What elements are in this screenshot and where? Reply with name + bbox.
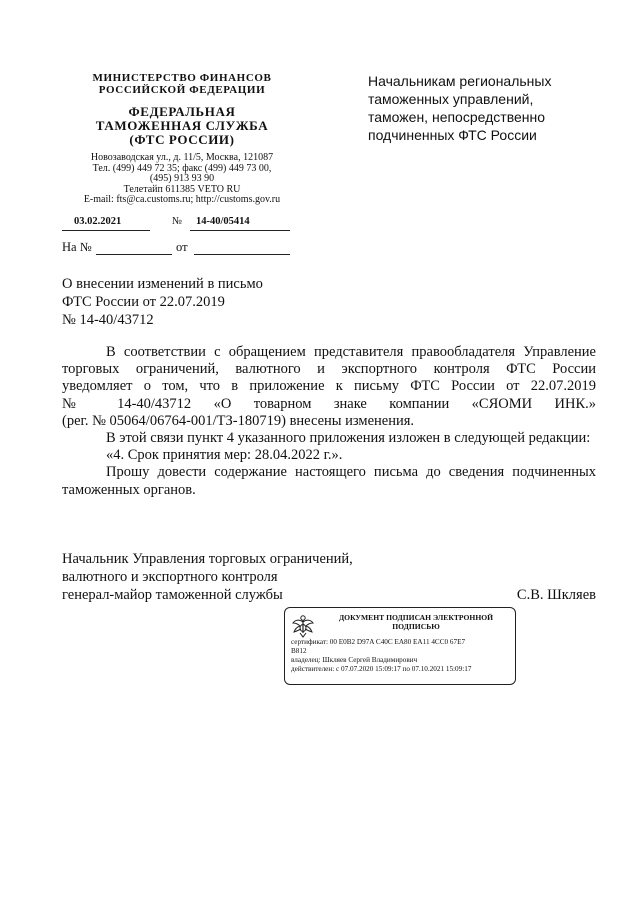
email: E-mail: fts@ca.customs.ru; http://customs.gov.ru	[83, 194, 281, 205]
signatory-title-2: валютного и экспортного контроля	[62, 569, 278, 585]
body-line: уведомляет о том, что в приложение к письму ФТС России от 22.07.2019	[62, 378, 596, 395]
body-line: № 14-40/43712 «О товарном знаке компании «СЯОМИ ИНК.»	[62, 395, 596, 412]
ministry-name	[62, 72, 302, 96]
fax-2: (495) 913 93 90	[149, 173, 215, 184]
address: Новозаводская ул., д. 11/5, Москва, 121087	[90, 152, 274, 163]
stamp-certificate-cont: B812	[291, 647, 307, 655]
service-line-2: ТАМОЖЕННАЯ СЛУЖБА	[95, 118, 269, 133]
eagle-emblem-icon	[291, 613, 315, 639]
body-line: Прошу довести содержание настоящего письма до сведения подчиненных	[106, 464, 596, 481]
ministry-line-2: РОССИЙСКОЙ ФЕДЕРАЦИИ	[98, 84, 266, 96]
signature-block	[62, 550, 596, 604]
body-line: В этой связи пункт 4 указанного приложения изложен в следующей редакции:	[106, 430, 591, 447]
body-line: В соответствии с обращением представителя правообладателя Управление	[106, 344, 596, 360]
stamp-title-line-1: ДОКУМЕНТ ПОДПИСАН ЭЛЕКТРОННОЙ	[338, 613, 494, 622]
phone-fax: Тел. (499) 449 72 35; факс (499) 449 73 00,	[92, 162, 272, 174]
stamp-owner: владелец: Шкляев Сергей Владимирович	[291, 656, 418, 664]
subject-line-1: О внесении изменений в письмо	[62, 276, 263, 292]
ministry-line-1: МИНИСТЕРСТВО ФИНАНСОВ	[92, 72, 272, 84]
addressee-line-4: подчиненных ФТС России	[368, 127, 537, 143]
signatory-name: С.В. Шкляев	[516, 587, 596, 603]
stamp-title-line-2: ПОДПИСЬЮ	[392, 622, 440, 631]
body-line: (рег. № 05064/06764-001/ТЗ-180719) внесены изменения.	[62, 412, 415, 429]
registration-date: 03.02.2021	[62, 216, 150, 231]
service-line-1: ФЕДЕРАЛЬНАЯ	[128, 104, 236, 119]
letter-body	[62, 344, 596, 499]
addressee	[368, 72, 588, 144]
subject	[62, 275, 322, 329]
electronic-signature-stamp	[284, 607, 516, 685]
addressee-line-2: таможенных управлений,	[368, 91, 534, 107]
service-name	[62, 105, 302, 147]
registration-number: 14-40/05414	[190, 216, 290, 231]
number-sign: №	[172, 216, 183, 227]
reference-date-label: от	[176, 240, 188, 254]
reference-number-blank	[96, 254, 172, 255]
stamp-details	[291, 638, 511, 674]
registration-line	[62, 212, 302, 232]
reference-line	[62, 238, 302, 260]
body-line: «4. Срок принятия мер: 28.04.2022 г.».	[106, 447, 343, 464]
body-line: торговых ограничений, валютного и экспортного контроля ФТС России	[62, 361, 596, 378]
stamp-validity: действителен: с 07.07.2020 15:09:17 по 07.10.2021 15:09:17	[291, 665, 472, 673]
subject-line-2: ФТС России от 22.07.2019	[62, 294, 225, 310]
contact-block	[62, 153, 302, 206]
addressee-line-1: Начальникам региональных	[368, 73, 552, 89]
signatory-title-1: Начальник Управления торговых ограничений,	[62, 551, 353, 567]
addressee-line-3: таможен, непосредственно	[368, 109, 546, 125]
teletype: Телетайп 611385 VETO RU	[123, 183, 241, 195]
stamp-title	[321, 613, 511, 631]
reference-number-label: На №	[62, 240, 92, 254]
subject-line-3: № 14-40/43712	[62, 312, 154, 328]
reference-date-blank	[194, 254, 290, 255]
service-line-3: (ФТС РОССИИ)	[129, 132, 235, 147]
signatory-rank-line	[62, 586, 596, 604]
signatory-rank: генерал-майор таможенной службы	[62, 587, 283, 603]
stamp-certificate: сертификат: 00 E0B2 D97A C40C EA80 EA11 4CC0 67E7	[291, 638, 466, 646]
body-line: таможенных органов.	[62, 481, 196, 498]
